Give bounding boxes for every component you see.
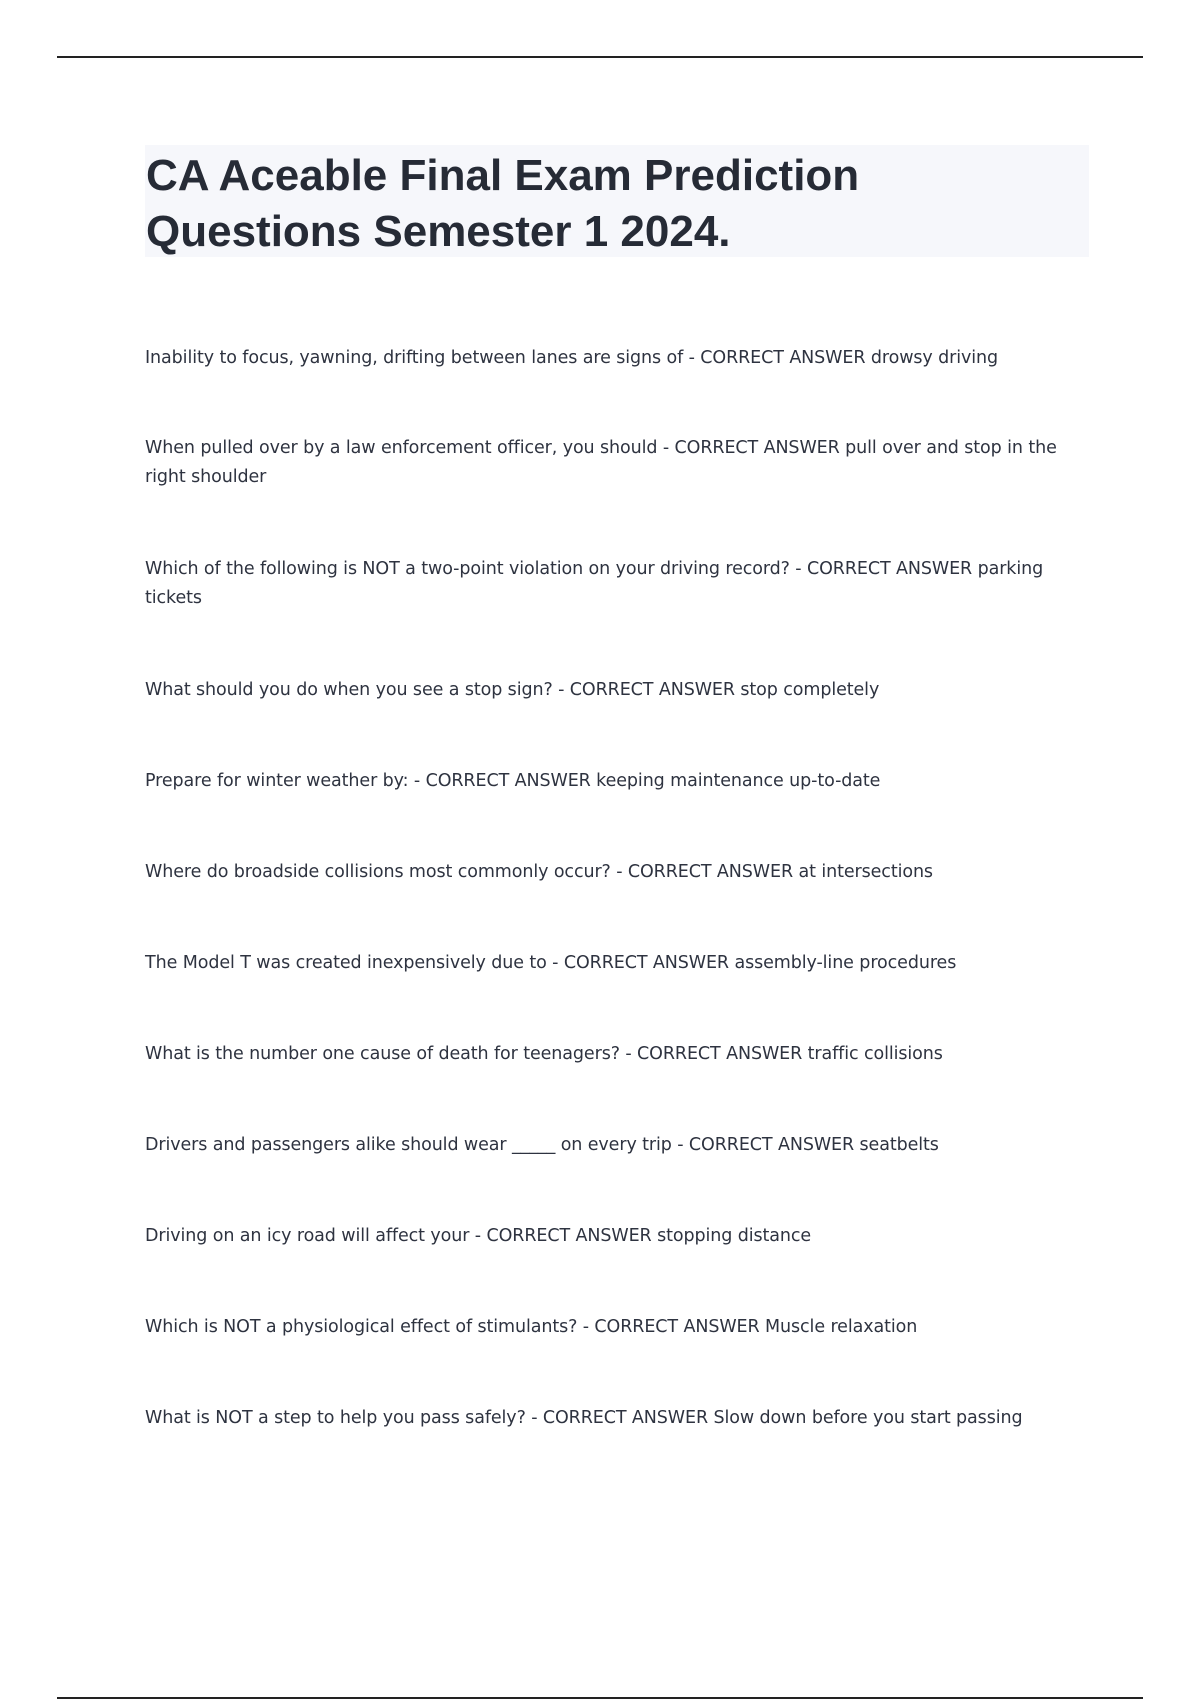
qa-item-11: Which is NOT a physiological effect of stimulants? - CORRECT ANSWER Muscle relaxation bbox=[145, 1317, 918, 1337]
qa-item-8: What is the number one cause of death for teenagers? - CORRECT ANSWER traffic collisions bbox=[145, 1044, 943, 1064]
top-rule bbox=[57, 56, 1143, 58]
qa-item-9: Drivers and passengers alike should wear _____ on every trip - CORRECT ANSWER seatbelts bbox=[145, 1135, 939, 1155]
bottom-rule bbox=[57, 1697, 1143, 1699]
qa-item-7: The Model T was created inexpensively due to - CORRECT ANSWER assembly-line procedures bbox=[145, 953, 957, 973]
qa-item-4: What should you do when you see a stop sign? - CORRECT ANSWER stop completely bbox=[145, 680, 880, 700]
qa-item-10: Driving on an icy road will affect your - CORRECT ANSWER stopping distance bbox=[145, 1226, 812, 1246]
qa-item-1: Inability to focus, yawning, drifting between lanes are signs of - CORRECT ANSWER drowsy driving bbox=[145, 348, 999, 368]
qa-item-6: Where do broadside collisions most commonly occur? - CORRECT ANSWER at intersections bbox=[145, 862, 933, 882]
qa-item-2: When pulled over by a law enforcement officer, you should - CORRECT ANSWER pull over and stop in the right shoulder bbox=[145, 438, 1057, 487]
qa-item-5: Prepare for winter weather by: - CORRECT ANSWER keeping maintenance up-to-date bbox=[145, 771, 881, 791]
document-title: CA Aceable Final Exam Prediction Questions Semester 1 2024. bbox=[146, 151, 860, 256]
qa-item-12: What is NOT a step to help you pass safely? - CORRECT ANSWER Slow down before you start passing bbox=[145, 1408, 1023, 1428]
qa-item-3: Which of the following is NOT a two-point violation on your driving record? - CORRECT ANSWER parking tickets bbox=[145, 559, 1044, 608]
